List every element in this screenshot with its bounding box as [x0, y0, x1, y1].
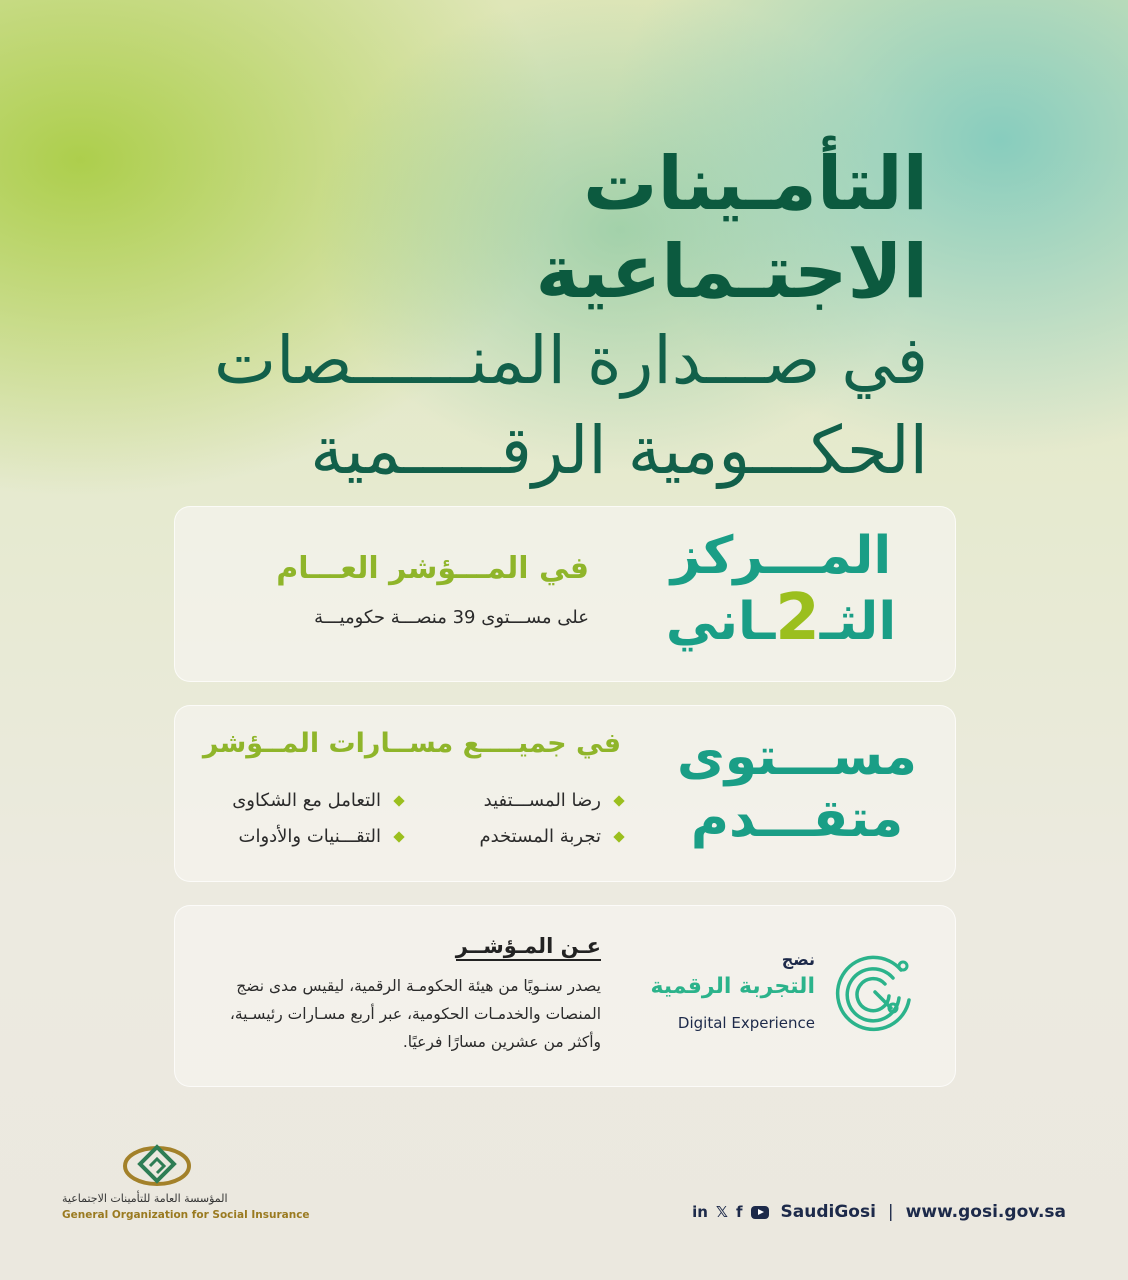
org-name-arabic: المؤسسة العامة للتأمينات الاجتماعية	[62, 1192, 228, 1205]
level-title-line-2: متقـــدم	[690, 789, 904, 849]
about-text: يصدر سنـويًا من هيئة الحكومـة الرقمية، ليقيس مدى نضج المنصات والخدمـات الحكومية، عبر أربع مسـارات رئيسـية، وأكثر من عشرين مسارًا فرعيًا.	[229, 977, 601, 1051]
rank-heading: في المـــؤشر العـــام	[276, 551, 589, 586]
about-card	[174, 905, 956, 1087]
x-icon[interactable]: 𝕏	[715, 1203, 728, 1221]
digital-experience-icon	[835, 952, 915, 1032]
logo-main-text: التجربة الرقمية	[650, 974, 815, 999]
list-item	[232, 790, 403, 811]
rank-title-part-2: ـاني	[665, 592, 776, 652]
rank-text: على مســـتوى 39 منصـــة حكوميـــة	[314, 607, 589, 628]
diamond-bullet-icon	[613, 795, 624, 806]
youtube-icon[interactable]	[751, 1206, 769, 1219]
logo-english-text: Digital Experience	[677, 1014, 815, 1032]
footer	[692, 1200, 1066, 1224]
gosi-emblem-icon	[122, 1140, 192, 1190]
about-heading: عـن المـؤشــر	[455, 934, 601, 958]
list-item	[484, 790, 623, 811]
headline-line-2: في صـــدارة المنــــــصات	[213, 322, 928, 399]
rank-title-line-1: المـــركز	[670, 526, 892, 586]
rank-title	[651, 525, 911, 653]
level-title-line-1: مســـتوى	[677, 727, 917, 787]
org-name-english: General Organization for Social Insurance	[62, 1209, 310, 1221]
logo-small-text: نضج	[781, 950, 815, 969]
social-handle: SaudiGosi	[780, 1202, 876, 1222]
headline-line-3: الحكـــومية الرقـــــمية	[310, 412, 928, 489]
list-item-label: رضا المســـتفيد	[483, 790, 601, 811]
rank-card	[174, 506, 956, 682]
headline-line-1: التأمـينات الاجتـماعية	[535, 141, 928, 315]
linkedin-icon[interactable]: in	[692, 1203, 708, 1221]
gosi-logo	[62, 1140, 310, 1230]
rank-number: 2	[775, 581, 820, 655]
diamond-bullet-icon	[393, 795, 404, 806]
facebook-icon[interactable]: f	[735, 1203, 743, 1221]
list-item	[239, 826, 403, 847]
rank-title-part-1: الثـ	[819, 592, 897, 652]
level-heading: في جميــــع مســارات المــؤشر	[202, 728, 621, 759]
website-link[interactable]: www.gosi.gov.sa	[905, 1202, 1066, 1222]
headline	[168, 140, 928, 496]
level-title	[677, 726, 917, 850]
diamond-bullet-icon	[613, 831, 624, 842]
separator: |	[887, 1202, 894, 1222]
social-links	[692, 1203, 768, 1221]
list-item-label: التقـــنيات والأدوات	[238, 826, 381, 847]
diamond-bullet-icon	[393, 831, 404, 842]
list-item-label: التعامل مع الشكاوى	[232, 790, 381, 811]
digital-experience-logo	[635, 946, 915, 1056]
list-item	[479, 826, 623, 847]
rank-title-line-2	[651, 581, 911, 655]
level-card	[174, 705, 956, 882]
list-item-label: تجربة المستخدم	[479, 826, 601, 847]
